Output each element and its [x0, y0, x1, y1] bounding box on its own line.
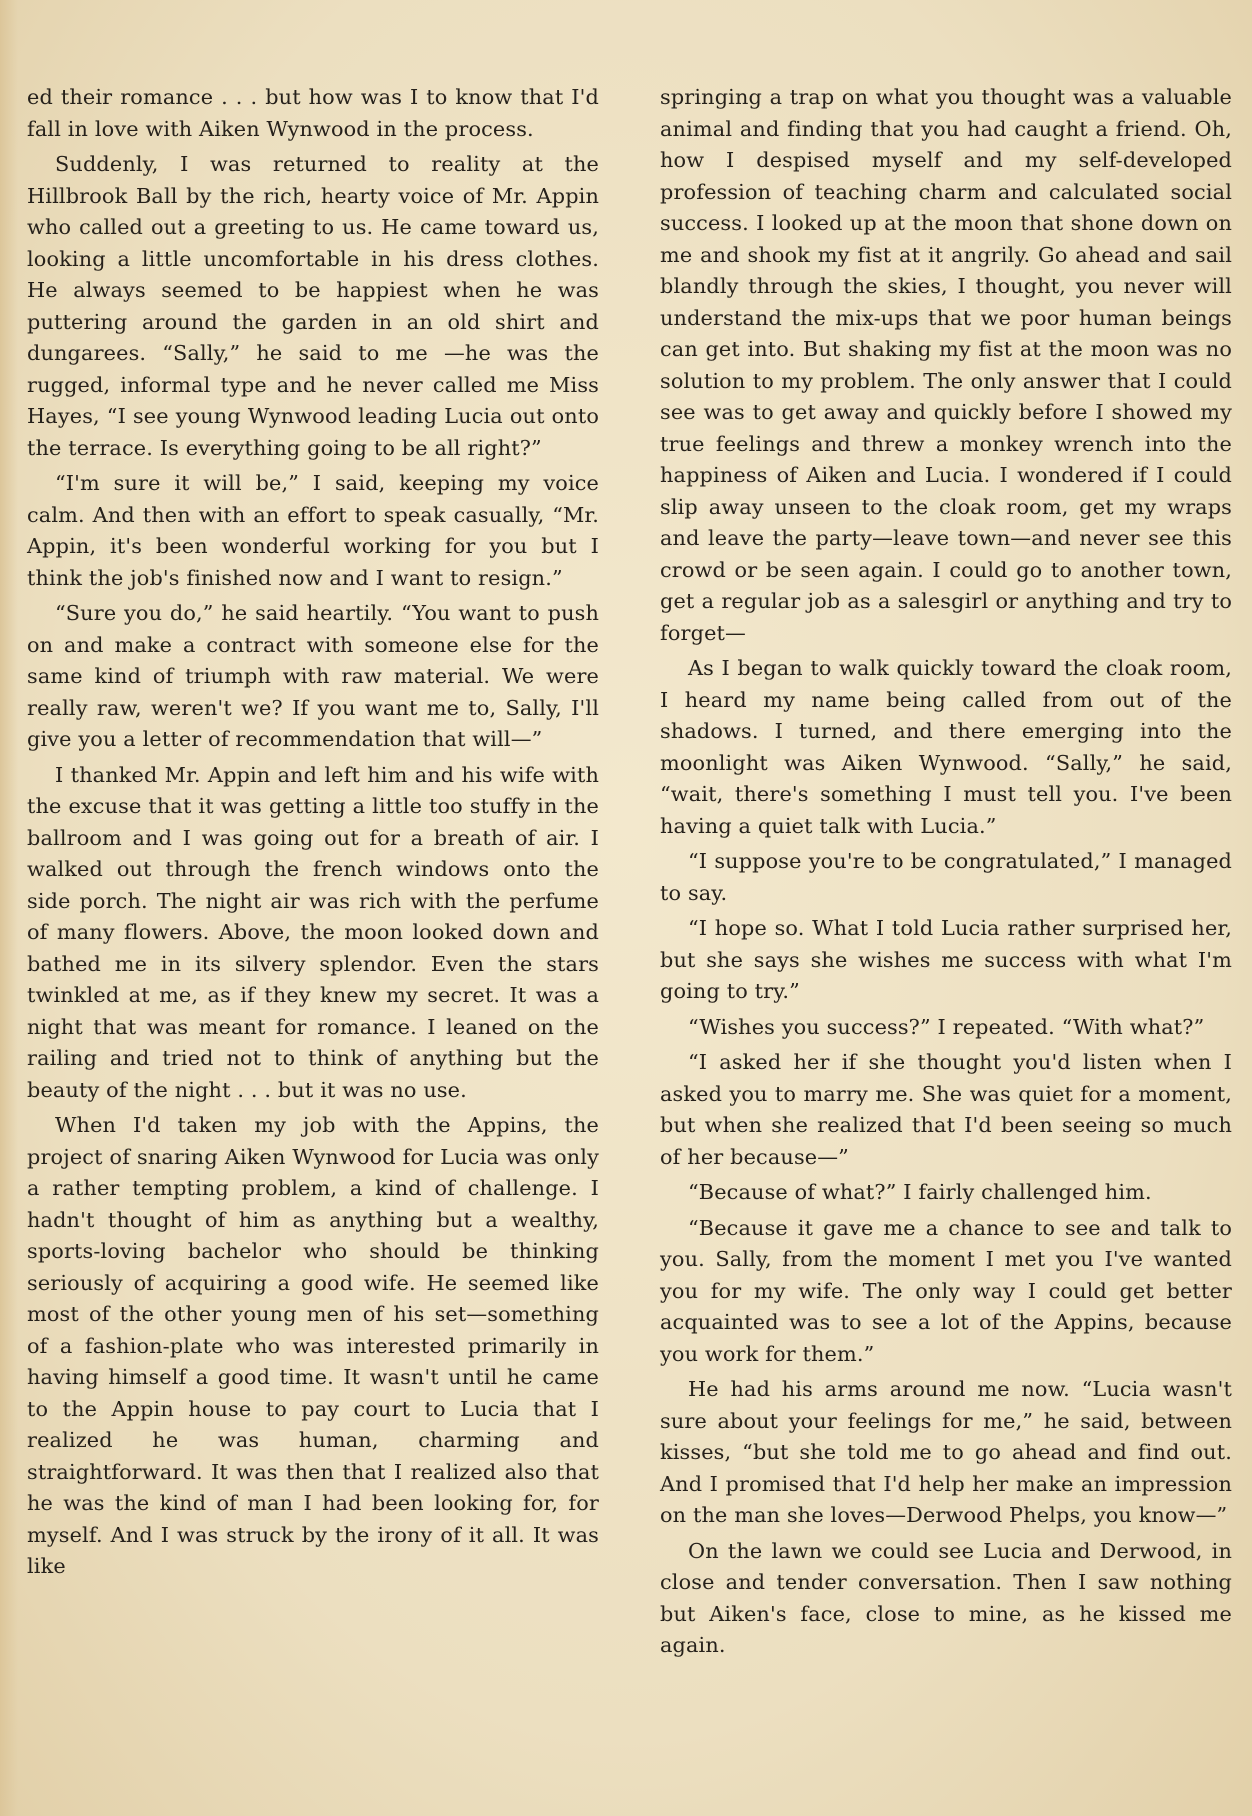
- paragraph: “Wishes you success?” I repeated. “With what?”: [688, 1014, 1205, 1039]
- paragraph: springing a trap on what you thought was a valuable animal and finding that you had caught a friend. Oh, how I despised myself and my self-developed profession of teaching charm and calculated social success. I looked up at the moon that shone down on me and shook my fist at it angrily. Go ahead and sail blandly through the skies, I thought, you never will understand the mix-ups that we poor human beings can get into. But shaking my fist at the moon was no solution to my problem. The only answer that I could see was to get away and quickly before I showed my true feelings and threw a monkey wrench into the happiness of Aiken and Lucia. I wondered if I could slip away unseen to the cloak room, get my wraps and leave the party—leave town—and never see this crowd or be seen again. I could go to another town, get a regular job as a salesgirl or anything and try to forget—: [660, 85, 1232, 645]
- paragraph: “Because it gave me a chance to see and talk to you. Sally, from the moment I met you I've wanted you for my wife. The only way I could get better acquainted was to see a lot of the Appins, because you work for them.”: [660, 1215, 1232, 1366]
- paragraph: Suddenly, I was returned to reality at the Hillbrook Ball by the rich, hearty voice of Mr. Appin who called out a greeting to us. He came toward us, looking a little uncomfortable in his dress clothes. He always seemed to be happiest when he was puttering around the garden in an old shirt and dungarees. “Sally,” he said to me —he was the rugged, informal type and he never called me Miss Hayes, “I see young Wynwood leading Lucia out onto the terrace. Is everything going to be all right?”: [27, 152, 599, 460]
- paragraph: As I began to walk quickly toward the cloak room, I heard my name being called from out of the shadows. I turned, and there emerging into the moonlight was Aiken Wynwood. “Sally,” he said, “wait, there's something I must tell you. I've been having a quiet talk with Lucia.”: [660, 656, 1232, 838]
- paragraph: “Because of what?” I fairly challenged him.: [688, 1180, 1152, 1204]
- page-edge-shadow: [0, 0, 18, 1816]
- paragraph: On the lawn we could see Lucia and Derwood, in close and tender conversation. Then I saw nothing but Aiken's face, close to mine, as he kissed me again.: [660, 1538, 1232, 1657]
- paragraph: He had his arms around me now. “Lucia wasn't sure about your feelings for me,” he said, between kisses, “but she told me to go ahead and find out. And I promised that I'd help her make an impression on the man she loves—Derwood Phelps, you know—”: [660, 1377, 1232, 1527]
- right-column: [660, 82, 1232, 1666]
- paragraph: I thanked Mr. Appin and left him and his wife with the excuse that it was getting a little too stuffy in the ballroom and I was going out for a breath of air. I walked out through the french windows onto the side porch. The night air was rich with the perfume of many flowers. Above, the moon looked down and bathed me in its silvery splendor. Even the stars twinkled at me, as if they knew my secret. It was a night that was meant for romance. I leaned on the railing and tried not to think of anything but the beauty of the night . . . but it was no use.: [27, 762, 599, 1102]
- paragraph: “I suppose you're to be congratulated,” I managed to say.: [660, 849, 1232, 905]
- paragraph: “Sure you do,” he said heartily. “You want to push on and make a contract with someone else for the same kind of triumph with raw material. We were really raw, weren't we? If you want me to, Sally, I'll give you a letter of recommendation that will—”: [27, 601, 599, 751]
- left-column: [27, 82, 599, 1587]
- paragraph: When I'd taken my job with the Appins, the project of snaring Aiken Wynwood for Lucia was only a rather tempting problem, a kind of challenge. I hadn't thought of him as anything but a wealthy, sports-loving bachelor who should be thinking seriously of acquiring a good wife. He seemed like most of the other young men of his set—something of a fashion-plate who was interested primarily in having himself a good time. It wasn't until he came to the Appin house to pay court to Lucia that I realized he was human, charming and straightforward. It was then that I realized also that he was the kind of man I had been looking for, for myself. And I was struck by the irony of it all. It was like: [27, 1113, 599, 1578]
- paragraph: “I hope so. What I told Lucia rather surprised her, but she says she wishes me success with what I'm going to try.”: [660, 916, 1232, 1003]
- paragraph: “I'm sure it will be,” I said, keeping my voice calm. And then with an effort to speak casually, “Mr. Appin, it's been wonderful working for you but I think the job's finished now and I want to resign.”: [27, 471, 599, 590]
- paragraph: “I asked her if she thought you'd listen when I asked you to marry me. She was quiet for a moment, but when she realized that I'd been seeing so much of her because—”: [660, 1050, 1232, 1169]
- paragraph: ed their romance . . . but how was I to know that I'd fall in love with Aiken Wynwood in the process.: [27, 85, 599, 141]
